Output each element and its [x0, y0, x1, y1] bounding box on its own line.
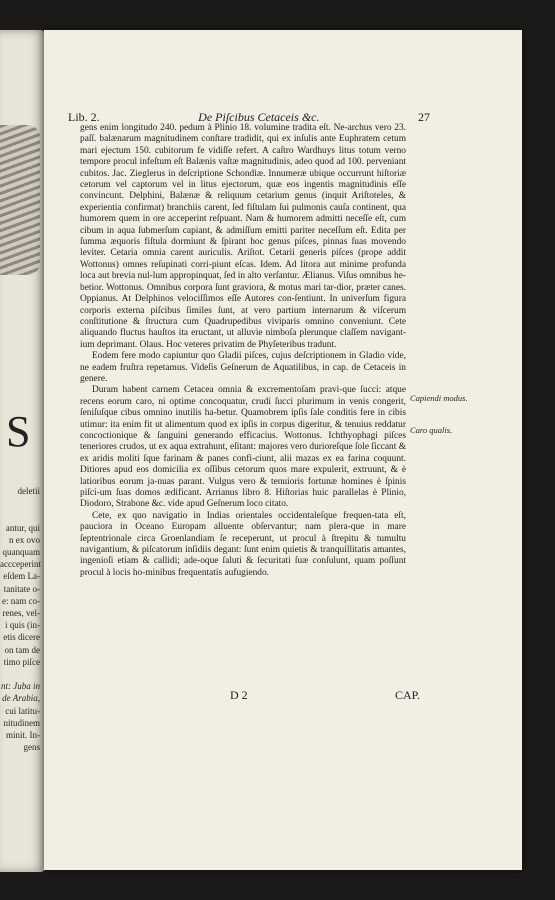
facing-line: deletii [17, 486, 40, 496]
page-footer [230, 688, 420, 703]
margin-note: Caro qualis. [410, 425, 453, 435]
facing-line: renes, vel- [2, 608, 40, 619]
facing-line: cui latitu- [5, 705, 40, 716]
running-title: De Piſcibus Cetaceis &c. [198, 110, 320, 124]
facing-line: timo piſce [3, 656, 40, 667]
catchword: CAP. [394, 688, 420, 702]
engraved-ornament [0, 125, 40, 275]
facing-line: e: nam co- [2, 595, 40, 606]
page-number: 27 [417, 110, 430, 124]
facing-line [0, 497, 40, 509]
facing-line [0, 509, 40, 521]
facing-line [0, 668, 40, 680]
facing-line: nitudinem [3, 717, 40, 728]
book-page [44, 30, 522, 870]
margin-note: Capiendi modus. [410, 393, 468, 403]
facing-page [0, 30, 46, 872]
signature-mark: D 2 [230, 688, 248, 702]
facing-line: tanitate o- [3, 583, 40, 594]
paragraph: Eodem fere modo capiuntur quo Gladii piſces, cujus deſcriptionem in Gladio vide, ne eadem fruſtra repetamus. Videſis Geſnerum de Aquatilibus, in cap. de Cetaceis in genere. [80, 351, 406, 384]
facing-line: n ex ovo [9, 534, 40, 545]
facing-line: accceperint [0, 559, 41, 570]
facing-line: i quis (in- [5, 620, 40, 631]
facing-line: eſdem La- [3, 571, 40, 582]
facing-line: nt: Juba in [1, 681, 40, 692]
paragraph: Cete, ex quo navigatio in Indias orientales occidentaleſque frequen-tata eſt, pauciora in Oceano Europam alluente obſervantur; nam plera-que in mare ſeptentrionale circa Groenlandiam ſe receperunt, ut procul à ſtrepitu & tumultu navigantium, & piſcatorum inſidiis degant: ſunt enim quietis & tranquillitatis amantes, ingenioſi etiam & callidi; ade-oque ſaluti & ſecuritati ſuæ conſulunt, quam poſſunt procul à locis ho-minibus frequentatis aufugiendo. [80, 510, 406, 578]
facing-line: quanquam [2, 547, 40, 558]
book-number: Lib. 2. [68, 110, 100, 124]
paragraph: Duram habent carnem Cetacea omnia & excrementoſam pravi-que ſucci: atque recens eorum caro, ni optime concoquatur, crudi ſucci plurimum in venis congerit, ſeniſuſque cibus omnino inutilis ha-betur. Quamobrem ipſis ſale conditis fere in cibis utimur: ita enim fit ut alimentum quod ex ipſis in corpus digeritur, & tenuius reddatur concoctionique & ſanguini generando efficacius. Wottonus. Ichthyophagi piſces teneriores crudos, ut ex aqua extrahunt, eſitant: majores vero durioreſque ſole ſiccant & ex aridis moliti ſque farinam & panes confi-ciunt, alii mazas ex ea farina coquunt. Ditiores apud eos domicilia ex oſſibus cetorum quos mare expulerit, extruunt, & è latioribus eorum ja-nuas parant. Vulgus vero & tenuioris fortunæ homines è ſpinis piſci-um ſuas domos ædificant. Arrianus libro 8. Hiſtorias huic parallelas è Plinio, Diodoro, Strabone &c. vide apud Geſnerum loco citato. [80, 385, 406, 510]
facing-line: de Arabia, [2, 693, 40, 704]
facing-line: minit. In- [6, 730, 40, 741]
facing-line: gens [23, 742, 40, 753]
facing-line: etis dicere [3, 632, 40, 643]
facing-page-initial: S [6, 407, 31, 456]
facing-line: antur, qui [5, 522, 40, 533]
facing-line: on tam de [4, 644, 40, 655]
facing-page-text [0, 485, 40, 753]
paragraph: gens enim longitudo 240. pedum à Plinio 18. volumine tradita eſt. Ne-archus vero 23. paſſ. balænarum magnitudinem conſtare tradidit, qui ex inſulis ante Euphratem cetum mari ejectum 150. cubitorum fe vidiſſe refert. A caſtro Wardhuys litus totum verno tempore procul infeſtum eſt Balænis vaſtæ magnitudinis, adeo quod ad 100. perveniant cubitos. Jac. Zieglerus in deſcriptione Schondiæ. Innumeræ ubique occurrunt hiſtoriæ cetorum vel captorum vel in litus ejectorum, quæ eos ingentis magnitudinis eſſe convincunt. Delphini, Balænæ & reliquum cetarium genus (inquit Ariſtoteles, & experientia confirmat) branchiis carent, ſed fiſtulam ſui pulmonis cauſa continent, qua humorem quem in ore acceperint reſpuant. Nam & humorem admitti neceſſe eſt, cum cibum in aqua ſubmerſum capiant, & admiſſum emitti pariter neceſſum eſt. Edita per ſumma æquoris fiſtula dormiunt & ſpirant hoc genus piſces, pinnas ſuas movendo leviter. Cetaria omnia carent auriculis. Ariſtot. Cetarii generis piſces (prope addit Wottonus) omnes reſupinati corri-piunt eſcas. Idem. Ad litora aut minime profunda loca aut brevia nul-lum appropinquat, ſed in alto verſantur. Ælianus. Viſus omnibus he-betior. Wottonus. Omnibus corpora ſunt graviora, & motus mari tar-dior, præter canes. Oppianus. At Delphinos velociſſimos eſſe Autores con-ſentiunt. In univerſum figura corporis externa piſcibus ſimiles ſunt, at vero partium internarum & viſcerum conſtitutione & ſtructura cum Quadrupedibus viviparis omnino conveniunt. Cete aliquando fluctus hauſtos ita eructant, ut alluvie nimboſa plerunque claſſem navigant-ium deprimant. Olaus. Hoc veteres privatim de Phyſeteribus tradunt. [80, 123, 406, 350]
main-text [80, 123, 406, 579]
